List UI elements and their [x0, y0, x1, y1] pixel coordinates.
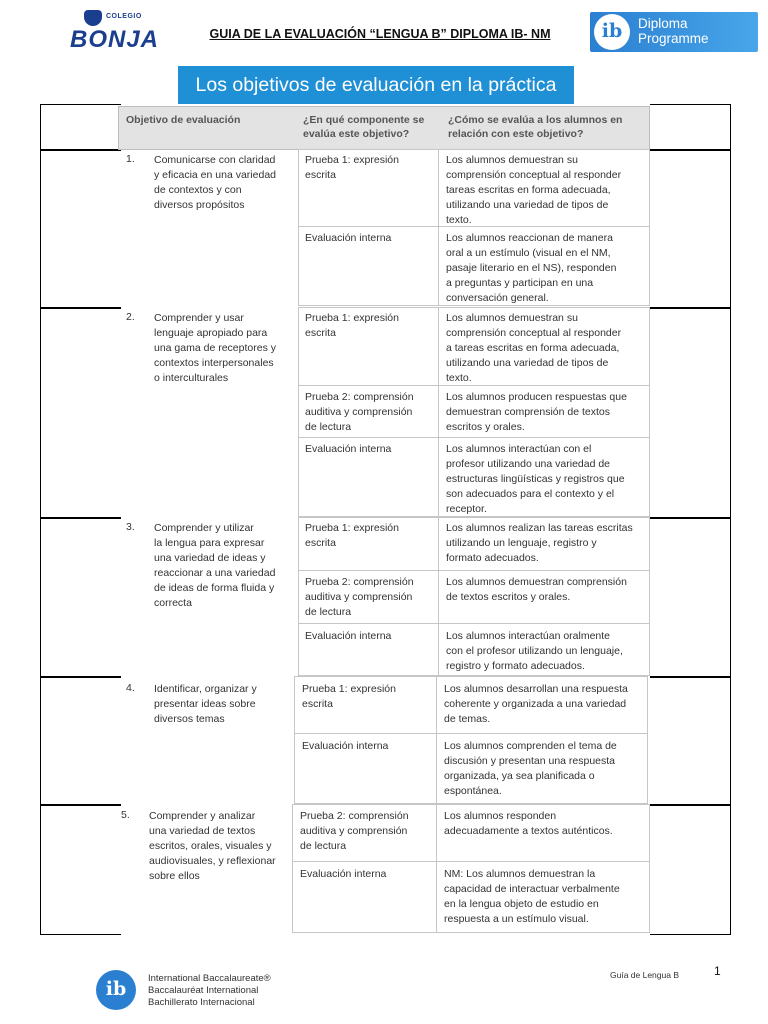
- assessment-description: [446, 390, 627, 435]
- description-line: Los alumnos interactúan con el: [446, 443, 592, 455]
- description-line: escritos y orales.: [446, 421, 525, 433]
- description-line: demuestran comprensión de textos: [446, 406, 611, 418]
- objective-number: 4.: [126, 682, 135, 694]
- school-logo-small-text: COLEGIO: [106, 13, 142, 20]
- school-crest-icon: [84, 10, 102, 26]
- ib-logo-icon: [594, 14, 630, 50]
- ib-logo-line: Bachillerato Internacional: [148, 997, 255, 1008]
- objective-line: de ideas de forma fluida y: [154, 582, 275, 594]
- section-banner: Los objetivos de evaluación en la práctica: [178, 66, 574, 104]
- assessment-description: [444, 682, 628, 727]
- header-component-line: evalúa este objetivo?: [303, 128, 410, 140]
- objective-line: una variedad de textos: [149, 825, 256, 837]
- objective-line: Comprender y usar: [154, 312, 244, 324]
- component-name: [305, 153, 399, 183]
- component-line: escrita: [305, 537, 336, 549]
- component-name: [305, 390, 414, 435]
- description-line: utilizando una variedad de tipos de: [446, 357, 609, 369]
- assessment-description: [446, 153, 621, 228]
- component-line: Prueba 1: expresión: [305, 154, 399, 166]
- description-line: a preguntas y participan en una: [446, 277, 594, 289]
- frame-right-box: [650, 104, 731, 151]
- description-line: texto.: [446, 372, 472, 384]
- ib-mark: ib: [601, 20, 623, 42]
- description-line: respuesta a un estímulo visual.: [444, 913, 589, 925]
- frame-left-box: [40, 517, 121, 678]
- frame-left-box: [40, 804, 121, 935]
- component-name: [302, 682, 396, 712]
- assessment-description: [446, 442, 625, 517]
- description-line: de temas.: [444, 713, 491, 725]
- objective-line: Identificar, organizar y: [154, 683, 257, 695]
- description-line: Los alumnos demuestran su: [446, 154, 578, 166]
- assessment-description: [444, 739, 617, 799]
- header-objective: Objetivo de evaluación: [126, 114, 241, 126]
- description-line: Los alumnos demuestran comprensión: [446, 576, 627, 588]
- component-line: Prueba 1: expresión: [302, 683, 396, 695]
- page-number: 1: [714, 964, 721, 978]
- assessment-description: [446, 231, 616, 306]
- objective-line: reaccionar a una variedad: [154, 567, 276, 579]
- description-line: en la lengua objeto de estudio en: [444, 898, 599, 910]
- description-line: tareas escritas en forma adecuada,: [446, 184, 611, 196]
- objective-text: [154, 153, 276, 213]
- description-line: Los alumnos interactúan oralmente: [446, 630, 611, 642]
- objective-text: [154, 682, 257, 727]
- description-line: utilizando una variedad de tipos de: [446, 199, 609, 211]
- frame-right-box: [650, 307, 731, 519]
- description-line: Los alumnos demuestran su: [446, 312, 578, 324]
- dp-logo-line2: Programme: [638, 31, 709, 46]
- description-line: discusión y presentan una respuesta: [444, 755, 616, 767]
- description-line: comprensión conceptual al responder: [446, 327, 622, 339]
- component-name: [305, 231, 391, 246]
- component-line: escrita: [305, 169, 336, 181]
- description-line: de textos escritos y orales.: [446, 591, 571, 603]
- diploma-programme-logo: [590, 12, 758, 52]
- description-line: comprensión conceptual al responder: [446, 169, 622, 181]
- ib-organization-logo: [96, 970, 296, 1012]
- component-line: auditiva y comprensión: [305, 591, 413, 603]
- objective-number: 1.: [126, 153, 135, 165]
- component-line: auditiva y comprensión: [305, 406, 413, 418]
- frame-right-box: [650, 149, 731, 309]
- description-line: profesor utilizando una variedad de: [446, 458, 611, 470]
- objective-line: lenguaje apropiado para: [154, 327, 268, 339]
- description-line: estructuras lingüísticas y registros que: [446, 473, 625, 485]
- component-name: [305, 311, 399, 341]
- objective-line: correcta: [154, 597, 192, 609]
- description-line: Los alumnos desarrollan una respuesta: [444, 683, 628, 695]
- header-how-line: relación con este objetivo?: [448, 128, 584, 140]
- objective-line: Comprender y analizar: [149, 810, 256, 822]
- frame-left-box: [40, 149, 121, 309]
- component-line: Prueba 2: comprensión: [305, 576, 414, 588]
- component-line: Evaluación interna: [305, 630, 392, 642]
- description-line: Los alumnos realizan las tareas escritas: [446, 522, 633, 534]
- objective-number: 3.: [126, 521, 135, 533]
- footer-label: Guía de Lengua B: [610, 970, 680, 980]
- description-line: a tareas escritas en forma adecuada,: [446, 342, 620, 354]
- description-line: con el profesor utilizando un lenguaje,: [446, 645, 623, 657]
- objective-line: Comunicarse con claridad: [154, 154, 276, 166]
- description-line: Los alumnos producen respuestas que: [446, 391, 627, 403]
- assessment-description: [444, 809, 613, 839]
- component-line: Evaluación interna: [305, 443, 392, 455]
- frame-left-box: [40, 676, 121, 806]
- objective-line: sobre ellos: [149, 870, 200, 882]
- component-name: [305, 575, 414, 620]
- objective-line: diversos temas: [154, 713, 225, 725]
- dp-logo-line1: Diploma: [638, 16, 688, 31]
- description-line: Los alumnos comprenden el tema de: [444, 740, 617, 752]
- description-line: formato adecuados.: [446, 552, 539, 564]
- document-title: GUIA DE LA EVALUACIÓN “LENGUA B” DIPLOMA IB- NM: [209, 27, 551, 41]
- assessment-description: [444, 867, 620, 927]
- header-component: [303, 113, 424, 141]
- component-line: escrita: [302, 698, 333, 710]
- component-name: [302, 739, 388, 754]
- frame-left-box: [40, 104, 121, 151]
- objective-line: presentar ideas sobre: [154, 698, 256, 710]
- ib-mark: ib: [105, 978, 127, 1000]
- component-line: Prueba 1: expresión: [305, 522, 399, 534]
- frame-right-box: [650, 676, 731, 806]
- component-line: de lectura: [300, 840, 347, 852]
- header-how-line: ¿Cómo se evalúa a los alumnos en: [448, 114, 623, 126]
- frame-right-box: [650, 804, 731, 935]
- component-line: auditiva y comprensión: [300, 825, 408, 837]
- assessment-description: [446, 575, 627, 605]
- objective-line: de contextos y con: [154, 184, 242, 196]
- frame-left-box: [40, 307, 121, 519]
- assessment-description: [446, 629, 623, 674]
- description-line: receptor.: [446, 503, 487, 515]
- description-line: utilizando un lenguaje, registro y: [446, 537, 597, 549]
- objective-number: 2.: [126, 311, 135, 323]
- component-line: Prueba 2: comprensión: [305, 391, 414, 403]
- component-name: [305, 629, 391, 644]
- objective-line: la lengua para expresar: [154, 537, 265, 549]
- table-header: [118, 106, 650, 150]
- description-line: conversación general.: [446, 292, 549, 304]
- frame-right-box: [650, 517, 731, 678]
- ib-logo-line: International Baccalaureate®: [148, 973, 271, 984]
- objective-number: 5.: [121, 809, 130, 821]
- description-line: coherente y organizada a una variedad: [444, 698, 627, 710]
- objective-line: Comprender y utilizar: [154, 522, 254, 534]
- component-name: [305, 521, 399, 551]
- objective-line: una gama de receptores y: [154, 342, 276, 354]
- description-line: NM: Los alumnos demuestran la: [444, 868, 596, 880]
- description-line: texto.: [446, 214, 472, 226]
- header-how: [448, 113, 622, 141]
- component-line: Prueba 2: comprensión: [300, 810, 409, 822]
- description-line: registro y formato adecuados.: [446, 660, 585, 672]
- school-logo: [70, 10, 170, 54]
- description-line: pasaje literario en el NS), responden: [446, 262, 617, 274]
- assessment-description: [446, 521, 633, 566]
- header-component-line: ¿En qué componente se: [303, 114, 425, 126]
- description-line: capacidad de interactuar verbalmente: [444, 883, 620, 895]
- objective-text: [149, 809, 276, 884]
- objective-line: y eficacia en una variedad: [154, 169, 276, 181]
- component-line: Evaluación interna: [302, 740, 389, 752]
- ib-logo-icon: [96, 970, 136, 1010]
- description-line: Los alumnos responden: [444, 810, 557, 822]
- component-name: [305, 442, 391, 457]
- component-line: Evaluación interna: [305, 232, 392, 244]
- objective-text: [154, 521, 275, 611]
- description-line: oral a un estímulo (visual en el NM,: [446, 247, 611, 259]
- component-line: Evaluación interna: [300, 868, 387, 880]
- objective-line: contextos interpersonales: [154, 357, 274, 369]
- objective-line: audiovisuales, y reflexionar: [149, 855, 276, 867]
- component-line: de lectura: [305, 606, 352, 618]
- school-logo-name: BONJA: [70, 26, 160, 53]
- assessment-description: [446, 311, 621, 386]
- component-line: de lectura: [305, 421, 352, 433]
- objective-line: o interculturales: [154, 372, 229, 384]
- description-line: Los alumnos reaccionan de manera: [446, 232, 613, 244]
- description-line: adecuadamente a textos auténticos.: [444, 825, 613, 837]
- objective-line: escritos, orales, visuales y: [149, 840, 272, 852]
- component-line: Prueba 1: expresión: [305, 312, 399, 324]
- objective-text: [154, 311, 276, 386]
- objective-line: diversos propósitos: [154, 199, 245, 211]
- component-name: [300, 809, 409, 854]
- component-line: escrita: [305, 327, 336, 339]
- component-name: [300, 867, 386, 882]
- ib-logo-line: Baccalauréat International: [148, 985, 259, 996]
- objective-line: una variedad de ideas y: [154, 552, 266, 564]
- description-line: espontánea.: [444, 785, 502, 797]
- description-line: organizada, ya sea planificada o: [444, 770, 595, 782]
- description-line: son adecuados para el contexto y el: [446, 488, 615, 500]
